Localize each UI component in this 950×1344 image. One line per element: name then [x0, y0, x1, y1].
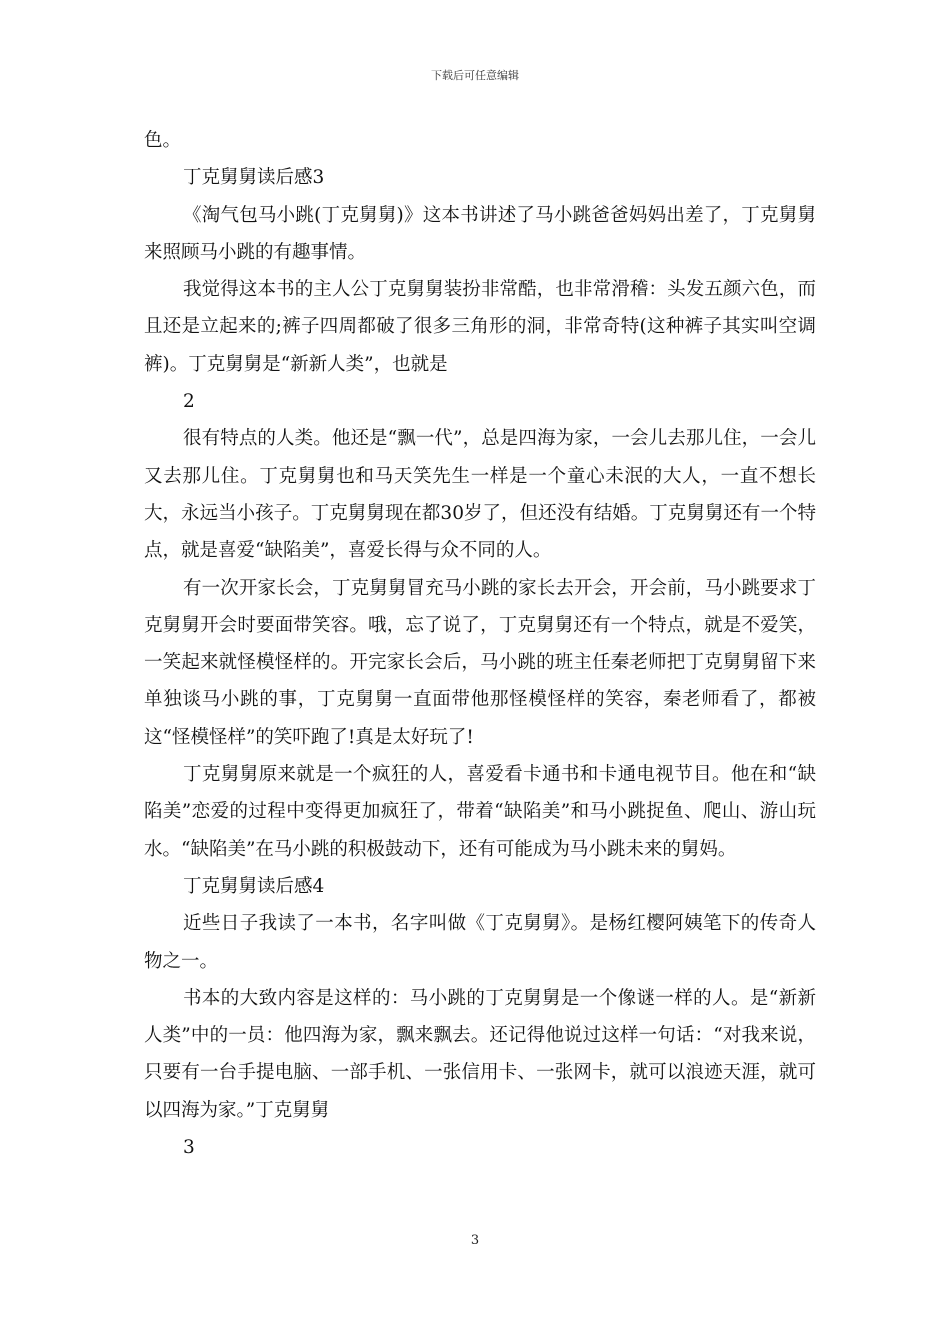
- section-heading: 丁克舅舅读后感3: [183, 167, 325, 189]
- paragraph: 丁克舅舅原来就是一个疯狂的人，喜爱看卡通书和卡通电视节目。他在和“缺陷美”恋爱的过程中变得更加疯狂了，带着“缺陷美”和马小跳捉鱼、爬山、游山玩水。“缺陷美”在马小跳的积极鼓动下，还有可能成为马小跳未来的舅妈。: [144, 764, 816, 860]
- page-number: 3: [470, 1233, 480, 1248]
- paragraph: 有一次开家长会，丁克舅舅冒充马小跳的家长去开会，开会前，马小跳要求丁克舅舅开会时要面带笑容。哦，忘了说了，丁克舅舅还有一个特点，就是不爱笑，一笑起来就怪模怪样的。开完家长会后，马小跳的班主任秦老师把丁克舅舅留下来单独谈马小跳的事，丁克舅舅一直面带他那怪模怪样的笑容，秦老师看了，都被这“怪模怪样”的笑吓跑了!真是太好玩了!: [144, 577, 816, 748]
- section-heading: 丁克舅舅读后感4: [183, 875, 325, 897]
- page-header: 下载后可任意编辑: [431, 69, 519, 82]
- document-body: [144, 122, 816, 1166]
- paragraph: 很有特点的人类。他还是“飘一代”，总是四海为家，一会儿去那儿住，一会儿又去那儿住。丁克舅舅也和马天笑先生一样是一个童心未泯的大人，一直不想长大，永远当小孩子。丁克舅舅现在都30岁了，但还没有结婚。丁克舅舅还有一个特点，就是喜爱“缺陷美”，喜爱长得与众不同的人。: [144, 428, 816, 562]
- paragraph: 书本的大致内容是这样的：马小跳的丁克舅舅是一个像谜一样的人。是“新新人类”中的一员：他四海为家，飘来飘去。还记得他说过这样一句话：“对我来说，只要有一台手提电脑、一部手机、一张信用卡、一张网卡，就可以浪迹天涯，就可以四海为家。”丁克舅舅: [144, 987, 816, 1121]
- paragraph: 近些日子我读了一本书，名字叫做《丁克舅舅》。是杨红樱阿姨笔下的传奇人物之一。: [144, 913, 816, 972]
- paragraph: 我觉得这本书的主人公丁克舅舅装扮非常酷，也非常滑稽：头发五颜六色，而且还是立起来的;裤子四周都破了很多三角形的洞，非常奇特(这种裤子其实叫空调裤)。丁克舅舅是“新新人类”，也就是: [144, 279, 816, 375]
- paragraph: 色。: [144, 130, 182, 151]
- inline-page-marker: 2: [183, 391, 195, 413]
- paragraph: 《淘气包马小跳(丁克舅舅)》这本书讲述了马小跳爸爸妈妈出差了，丁克舅舅来照顾马小跳的有趣事情。: [144, 204, 816, 263]
- inline-page-marker: 3: [183, 1137, 195, 1159]
